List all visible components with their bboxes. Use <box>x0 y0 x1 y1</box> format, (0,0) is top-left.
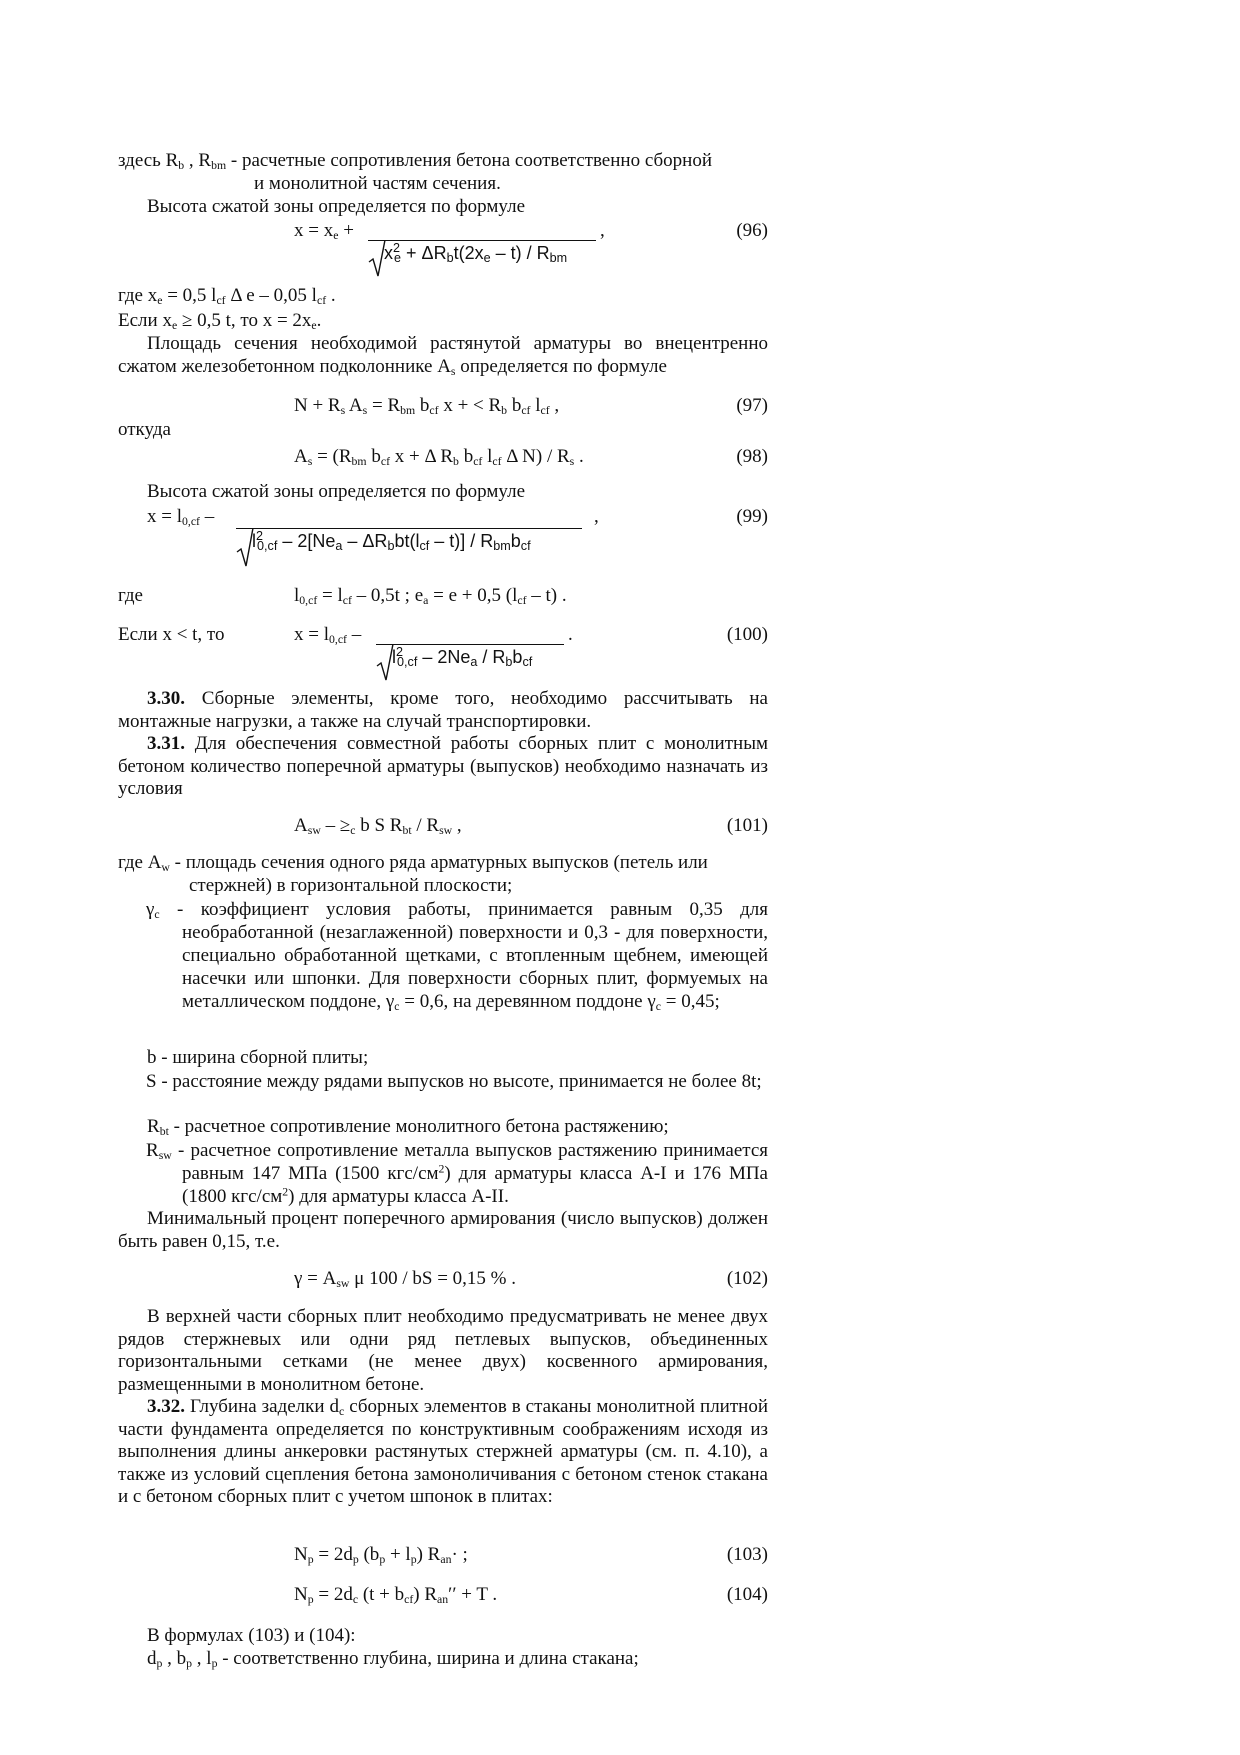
formula-97: $N + R_s$ $A_s = R_{bm}$ $b_{cf}$ x + < $R_b$ $b_{cf}$ $l_{cf}$ , <box>294 395 560 417</box>
text-line: здесь $R_b$ , $R_{bm}$ - расчетные сопротивления бетона соответственно сборной <box>118 150 712 172</box>
paragraph-3-30: 3.30. Сборные элементы, кроме того, необходимо рассчитывать на монтажные нагрузки, а также на случай транспортировки. <box>118 688 768 732</box>
formula-102: $\gamma = A_{sw}$ μ 100 / bS = 0,15 % . <box>294 1268 516 1290</box>
definition-s: S - расстояние между рядами выпусков но высоте, принимается не более 8t; <box>146 1071 762 1092</box>
definition-gamma-c: $\gamma_c$ - коэффициент условия работы, принимается равным 0,35 для необработанной (незаглаженной) поверхности и 0,3 - для поверхности, специально обработанной щетками, с втопленным щебнем, имеющей насечки или шпонки. Для поверхности сборных плит, формуемых на металлическом поддоне, $\gamma_c = 0,6$, на деревянном поддоне $\gamma_c = 0,45$; <box>146 899 768 1013</box>
definition-dp: $d_p$ , $b_p$ , $l_p$ - соответственно глубина, ширина и длина стакана; <box>147 1648 639 1670</box>
definition-rbt: $R_{bt}$ - расчетное сопротивление монолитного бетона растяжению; <box>147 1116 669 1138</box>
formula-98: $A_s = (R_{bm}$ $b_{cf}$ x + Δ $R_b$ $b_{cf}$ $l_{cf}$ Δ $N) / R_s$ . <box>294 446 584 468</box>
paragraph-3-31: 3.31. Для обеспечения совместной работы сборных плит с монолитным бетоном количество поперечной арматуры (выпусков) необходимо назначать из условия <box>118 733 768 800</box>
equation-number: (101) <box>726 815 768 836</box>
comma: , <box>594 506 599 527</box>
radical-99: $l^2_{0,cf} - 2[Ne_a - \Delta R_bbt(l_{cf} - t)] / R_{bm}b_{cf}$ <box>236 528 582 568</box>
formula-104: $N_p = 2d_c$ $(t + b_{cf})$ $R_{an}'' + T$ . <box>294 1584 498 1606</box>
formula-103: $N_p = 2d_p$ $(b_p + l_p)$ $R_{an}\cdot$ ; <box>294 1544 468 1566</box>
paragraph: Минимальный процент поперечного армирования (число выпусков) должен быть равен 0,15, т.е. <box>118 1208 768 1252</box>
paragraph: Площадь сечения необходимой растянутой арматуры во внецентренно сжатом железобетонном подколоннике $A_s$ определяется по формуле <box>118 333 768 378</box>
text-line: откуда <box>118 419 171 440</box>
equation-number: (104) <box>726 1584 768 1605</box>
formula-definitions: $l_{0,cf} = l_{cf} - 0,5t$ ; $e_a = e + 0,5$ $(l_{cf} - t)$ . <box>294 585 567 607</box>
comma: , <box>600 220 605 241</box>
formula-101: $A_{sw} - \ge_c$ b S $R_{bt} / R_{sw}$ , <box>294 815 462 837</box>
text-line: где <box>118 585 143 606</box>
equation-number: (99) <box>736 506 768 527</box>
formula-96: $x = x_e$ + <box>294 220 354 242</box>
equation-number: (103) <box>726 1544 768 1565</box>
equation-number: (102) <box>726 1268 768 1289</box>
equation-number: (97) <box>736 395 768 416</box>
text-line: Высота сжатой зоны определяется по формуле <box>147 481 525 502</box>
definition-aw: где $A_w$ - площадь сечения одного ряда арматурных выпусков (петель или <box>118 852 708 874</box>
radical-100: $l^2_{0,cf} - 2Ne_a / R_bb_{cf}$ <box>376 644 564 682</box>
equation-number: (96) <box>736 220 768 241</box>
period: . <box>568 624 573 645</box>
paragraph-3-32: 3.32. Глубина заделки $d_c$ сборных элементов в стаканы монолитной плитной части фундамента определяется по конструктивным соображениям исходя из выполнения длины анкеровки растянутых стержней арматуры (см. п. 4.10), а также из условий сцепления бетона замоноличивания с бетоном стенок стакана и с бетоном сборных плит с учетом шпонок в плитах: <box>118 1396 768 1508</box>
radical-96: $x^2_e + \Delta R_bt(2x_e - t) / R_{bm}$ <box>368 240 596 278</box>
definition-rsw: $R_{sw}$ - расчетное сопротивление металла выпусков растяжению принимается равным 147 МПа (1500 кгс/$см^2$) для арматуры класса A-I и 176 МПа (1800 кгс/$см^2$) для арматуры класса A-II. <box>146 1140 768 1207</box>
text-line: Если x < t, то <box>118 624 225 645</box>
equation-number: (100) <box>726 624 768 645</box>
equation-number: (98) <box>736 446 768 467</box>
formula-100: $x = l_{0,cf}$ – <box>294 624 362 646</box>
text-line: Если $x_e \ge 0,5$ t, то $x = 2x_e$. <box>118 310 322 332</box>
text-line: В формулах (103) и (104): <box>147 1625 356 1646</box>
definition-b: b - ширина сборной плиты; <box>147 1047 369 1068</box>
text-line: и монолитной частям сечения. <box>254 173 501 194</box>
paragraph: В верхней части сборных плит необходимо предусматривать не менее двух рядов стержневых или одни ряд петлевых выпусков, объединенных горизонтальными сетками (не менее двух) косвенного армирования, размещенными в монолитном бетоне. <box>118 1306 768 1395</box>
formula-99: $x = l_{0,cf}$ – <box>147 506 215 528</box>
text-line: Высота сжатой зоны определяется по формуле <box>147 196 525 217</box>
text-line: стержней) в горизонтальной плоскости; <box>189 875 513 896</box>
text-line: где $x_e = 0,5$ $l_{cf}$ Δ e – 0,05 $l_{cf}$ . <box>118 285 336 307</box>
